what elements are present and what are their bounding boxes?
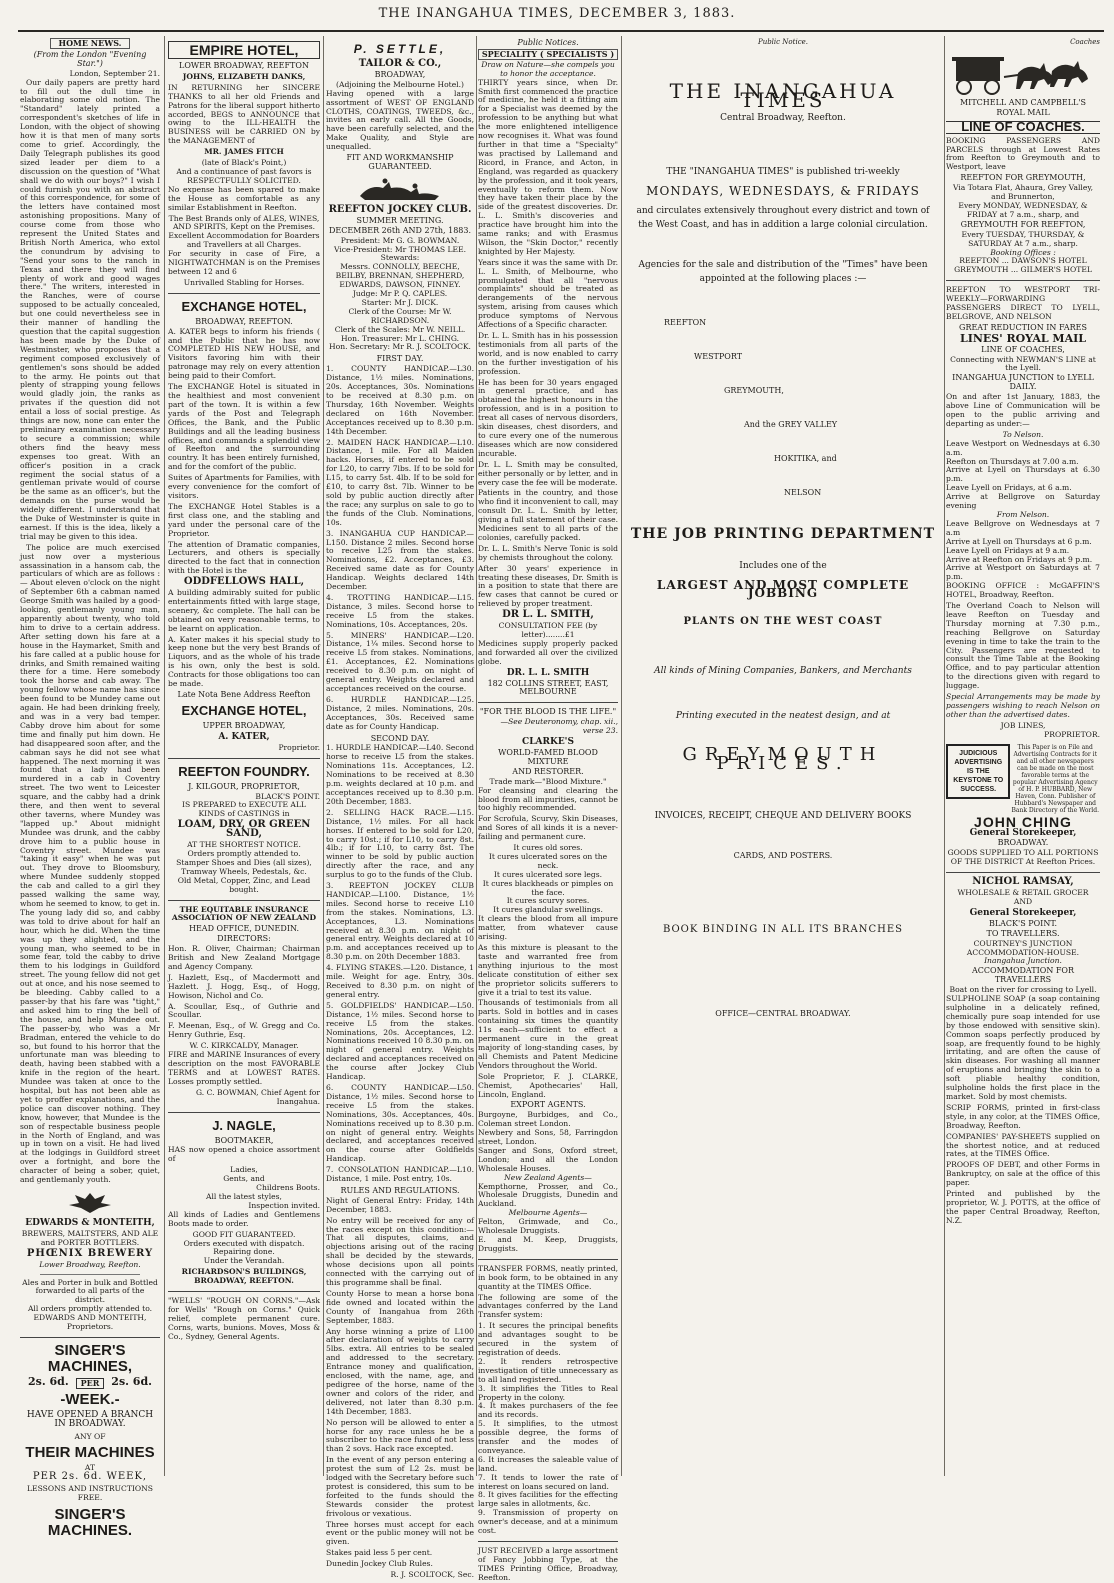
- nagle-text: Childrens Boots.: [256, 1183, 320, 1193]
- phoenix-signature: EDWARDS AND MONTEITH, Proprietors.: [33, 1313, 147, 1332]
- article-paragraph: The police are much exercised just now over a mysterious assassination in a hansom cab, the particulars of which are as follows :— About eleven o'clock on the night of September 6th a cabman named George Smith was hailed by a good-looking, gentlemanly young man, apparently about twenty, who told him to drive to a certain address. After setting down his fare at a house in the Haymarket, Smith and his fare called at a public house for drinks, and Smith remained waiting there for a time. Here somebody took the horse and cab away. The young fellow whose name has since been found to be Mundey came out again. He had been drinking freely, and was in a very bad temper. Cabby drove him about for some time and finally put him down. He had disappeared soon after, and the cabman says he did not see what happened. The next morning it was found that a lady had been murdered in a cab in Coventry street. The two went to Leicester square, and the cabby had a drink there, and then went to several other taverns, where Mundey was "lapped up." About midnight Mundee was drunk, and the cabby drove him to a public house in Coventry street. Mundee was "taking it easy" when he was put out. They drove to Bloomsbury, where Mundee suddenly stopped the cab and called to a girl they passed walking the same way, whom he seemed to know, to get in. The young lady did so, and cabby was told to drive about for half an hour, which he did. When the time was up they alighted, and the young man, who seemed to be in some fear, told the cabby to drive them to his lodgings in Guildford street. The young fellow did not get out at once, and his nose seemed to be bleeding. Cabby called to a passer-by that his fare was "tight," and asked him to ring the bell of the house, and help Mundee out. The passer-by, who was a Mr Bradman, entered the vehicle to do so, but found to his horror that the unfortunate man was bleeding to death, having been stabbed with a knife in the region of the heart. Mundee was taken at once to the hospital, but has not been able as yet to proffer explanations, and the police can discover nothing. They know, however, that Mundee is the son of respectable business people in the North of England, and was up in town on a visit. He had lived at the lodgings in Guildford street over a fortnight, and bore the character of being a sober, quiet, and gentlemanly youth.: [20, 542, 160, 1185]
- clarke-text: It cures old sores.: [513, 843, 583, 853]
- jockey-official: Starter: Mr J. DICK.: [361, 297, 439, 307]
- accommodation: ACCOMMODATION FOR TRAVELLERS: [971, 966, 1074, 985]
- printed-by: Printed and published by the proprietor, W. J. POTTS, at the office of the paper Central Broadway, Reefton, N.Z.: [946, 1189, 1100, 1225]
- foundry-address: BLACK'S POINT.: [255, 791, 320, 801]
- john-ching-address: BROADWAY.: [997, 838, 1049, 848]
- specialist-text: Dr. L. L. Smith may be consulted, either personally or by letter, and in every case the fee will be moderate.: [478, 459, 618, 487]
- clarke-text: It cures glandular swellings.: [493, 905, 603, 915]
- race-entry: 7. CONSOLATION HANDICAP.—L10. Distance, 1 mile. Post entry, 10s.: [326, 1165, 474, 1184]
- singer-per: PER: [76, 1378, 105, 1389]
- exchange-address: BROADWAY, REEFTON.: [195, 316, 293, 326]
- john-ching-subtitle: General Storekeeper,: [969, 827, 1077, 838]
- job-plants: PLANTS ON THE WEST COAST: [683, 616, 883, 628]
- jockey-official: President: Mr G. G. BOWMAN.: [340, 235, 460, 245]
- divider: [168, 1291, 320, 1292]
- foundry-text: IS PREPARED to EXECUTE ALL KINDS of CASTINGS in: [182, 800, 306, 819]
- crest-icon: [20, 1189, 160, 1215]
- schedule-line: Arrive at Lyell on Thursdays at 6 p.m.: [946, 536, 1092, 546]
- rule-text: Any horse winning a prize of L100 after declaration of weights to carry 5lbs. extra. All entries to be sealed and addressed to the secretary. Entrance money and qualification, enclosed, with the name, age, and pedigree of the horse, name of the owner and colors of the rider, and delivered, not later than 8.30 p.m. 14th December, 1883.: [326, 1326, 474, 1416]
- equitable-text: G. C. BOWMAN, Chief Agent for Inangahua.: [195, 1087, 320, 1106]
- singer-title: SINGER'S MACHINES,: [47, 1341, 133, 1375]
- clarke-text: For Scrofula, Scurvy, Skin Diseases, and Sores of all kinds it is a never-failing and permanent cure.: [478, 814, 618, 842]
- invoices-line: INVOICES, RECEIPT, CHEQUE AND DELIVERY BOOKS: [654, 810, 912, 821]
- jockey-subtitle: SUMMER MEETING.: [356, 215, 444, 225]
- rule-text: Three horses must accept for each event or the public money will not be given.: [326, 1519, 474, 1547]
- clarke-text: It cures blackheads or pimples on the face.: [482, 878, 614, 897]
- times-agencies: Agencies for the sale and distribution of the "Times" have been appointed at the following places :—: [638, 259, 928, 284]
- job-includes: Includes one of the: [739, 560, 827, 571]
- rule-text: No entry will be received for any of the races except on this condition:— That all disputes, claims, and objections arising out of the racing shall be decided by the stewards, whose decisions upon all points connected with the carrying out of this programme shall be final.: [326, 1215, 474, 1287]
- courtney-address: Inangahua Junction.: [984, 956, 1062, 966]
- race-entry: 3. REEFTON JOCKEY CLUB HANDICAP.—L100. Distance, 1½ miles. Second horse to receive L10 from the stakes. Nominations, L3. Acceptances, L3. Nominations received at 8.30 p.m. on night of general entry. Weights declared at 10 p.m. and acceptances received up to 8.30 p.m. on 20th December 1883.: [326, 881, 474, 962]
- smith-fee: CONSULTATION FEE (by letter)........£1: [498, 621, 598, 639]
- race-entry: 6. HURDLE HANDICAP.—L25. Distance, 2 miles. Nominations, 20s. Acceptances, 30s. Received same date as for County Handicap.: [326, 694, 474, 731]
- companies-text: COMPANIES' PAY-SHEETS supplied on the shortest notice, and at reduced rates, at the TIMES Office.: [946, 1131, 1100, 1159]
- nagle-text: HAS now opened a choice assortment of: [168, 1145, 320, 1164]
- travellers-title: TO TRAVELLERS.: [986, 928, 1060, 938]
- race-entry: 2. MAIDEN HACK HANDICAP.—L10. Distance, 1 mile. For all Maiden hacks. Horses, if entered to be sold for L20, to carry 7lbs. If to be sold for L15, to carry 5st. 4lb. If to be sold for £10, to carry 8st. 7lb. Winner to be sold by public auction directly after the race; any surplus on sale to go to the funds of the Club. Nominations, 10s.: [326, 437, 474, 527]
- jockey-official: Hon. Secretary: Mr R. J. SCOLTOCK.: [329, 342, 471, 352]
- export-text: Burgoyne, Burbidges, and Co., Coleman street London.: [478, 1110, 618, 1129]
- times-title: THE INANGAHUA TIMES: [669, 78, 897, 112]
- settle-guarantee: FIT AND WORKMANSHIP GUARANTEED.: [346, 153, 454, 171]
- nagle-subtitle: BOOTMAKER,: [214, 1135, 274, 1145]
- rule-text: No person will be allowed to enter a horse for any race unless he be a subscriber to the race fund of not less than 2 sovs. Hack race excepted.: [326, 1417, 474, 1454]
- coach-owner: MITCHELL AND CAMPBELL'S: [959, 97, 1087, 107]
- rg-days: Every MONDAY, WEDNESDAY, & FRIDAY at 7 a.m., sharp, and: [958, 200, 1088, 219]
- divider: [478, 702, 618, 703]
- nagle-text: All the latest styles,: [206, 1191, 282, 1201]
- agency-town: REEFTON: [664, 317, 707, 327]
- nagle-text: Orders executed with dispatch.: [183, 1238, 305, 1248]
- horse-race-icon: [326, 176, 474, 202]
- rg-body: Via Totara Flat, Ahaura, Grey Valley, and Brunnerton,: [952, 183, 1094, 202]
- wells-notice: "WELLS' "ROUGH ON CORNS."—Ask for Wells' "Rough on Corns." Quick relief, complete permanent cure. Corns, warts, bunions. Moves, Moss & Co., Sydney, General Agents.: [168, 1296, 320, 1341]
- nagle-text: RICHARDSON'S BUILDINGS, BROADWAY, REEFTON.: [181, 1267, 307, 1286]
- blood-title: "FOR THE BLOOD IS THE LIFE.": [479, 707, 617, 717]
- times-days: MONDAYS, WEDNESDAYS, & FRIDAYS: [646, 183, 920, 198]
- column-divider: [476, 36, 477, 1476]
- specialist-title: SPECIALITY ( SPECIALISTS ): [478, 49, 618, 60]
- settle-body: Having opened with a large assortment of WEST OF ENGLAND CLOTHS, COATINGS, TWEEDS, &c., invites an early call. All the Goods, have been carefully selected, and the Make Quality, and Style are unequalled.: [326, 88, 474, 152]
- specialist-text: Dr. L. L. Smith has in his possession testimonials from all parts of the world, and is now enabled to carry on the further investigation of his profession.: [478, 331, 618, 376]
- line-title: LINE OF COACHES.: [946, 121, 1100, 134]
- clarke-subtitle: WORLD-FAMED BLOOD MIXTURE: [498, 747, 598, 766]
- edwards-title: EDWARDS & MONTEITH,: [25, 1218, 155, 1228]
- foundry-proprietor: J. KILGOUR, PROPRIETOR,: [188, 781, 300, 791]
- transfer-body: The following are some of the advantages conferred by the Land Transfer system:: [478, 1292, 618, 1320]
- clarke-title: CLARKE'S: [522, 737, 574, 748]
- divider: [168, 293, 320, 294]
- rg-title: REEFTON FOR GREYMOUTH,: [960, 173, 1086, 183]
- equitable-text: J. Hazlett, Esq., of Macdermott and Hazlett. J. Hogg, Esq., of Hogg, Howison, Nichol and Co.: [168, 972, 320, 1000]
- settle-location: (Adjoining the Melbourne Hotel.): [336, 79, 464, 89]
- to-nelson: To Nelson.: [1002, 429, 1044, 439]
- nagle-text: Inspection invited.: [248, 1200, 320, 1210]
- clarke-text: It cures scurvy sores.: [506, 896, 590, 906]
- singer-body: HAVE OPENED A BRANCH IN BROADWAY.: [26, 1409, 154, 1429]
- column-divider: [944, 36, 945, 1476]
- clarke-text: Sole Proprietor, F. J. CLARKE, Chemist, Apothecaries' Hall, Lincoln, England.: [478, 1071, 618, 1099]
- divider: [946, 280, 1100, 281]
- equitable-directors: DIRECTORS:: [217, 934, 271, 944]
- job-proprietor: PROPRIETOR.: [1044, 729, 1100, 739]
- nichol-general: General Storekeeper,: [969, 907, 1077, 918]
- export-text: Kempthorne, Prosser, and Co., Wholesale Druggists, Dunedin and Auckland.: [478, 1181, 618, 1209]
- nagle-text: GOOD FIT GUARANTEED.: [192, 1229, 296, 1239]
- from-nelson: From Nelson.: [996, 509, 1050, 519]
- line-body: BOOKING PASSENGERS AND PARCELS through at Lowest Rates from Reefton to Greymouth and to Westport, leave: [946, 135, 1100, 172]
- race-entry: 5. MINERS' HANDICAP.—L20. Distance, 1¼ miles. Second horse to receive L5 from stakes. Nominations, £1. Acceptances, £2. Nominations received to 8.30 p.m. on night of general entry. Weights declared and acceptances received on the course.: [326, 630, 474, 693]
- settle-subtitle: TAILOR & CO.,: [358, 58, 442, 69]
- judicious-badge: JUDICIOUS ADVERTISING IS THE KEYSTONE TO SUCCESS.: [946, 744, 1010, 799]
- royal-mail: ROYAL MAIL: [996, 107, 1050, 117]
- exchange-text: The attention of Dramatic companies, Lecturers, and others is specially directed to the fact that in connection with the Hotel is the: [168, 539, 320, 576]
- equitable-text: W. C. KIRKCALDY, Manager.: [189, 1041, 299, 1051]
- phoenix-body: Ales and Porter in bulk and Bottled forwarded to all parts of the district.: [22, 1277, 158, 1305]
- paper-file-note: This Paper is on File and Advertising Contracts for it and all other newspapers can be made on the most favorable terms at the popular Advertising Agency of H. P. HUBBARD, New Haven, Conn. Publisher of Hubbard's Newspaper and Bank Directory of the World.: [1011, 743, 1099, 814]
- times-intro: THE "INANGAHUA TIMES" is published tri-weekly: [666, 166, 900, 177]
- singer-price-row: [28, 1374, 152, 1389]
- smith-note: Medicines supply properly packed and forwarded all over the civilized globe.: [478, 638, 618, 666]
- empire-text: Excellent Accommodation for Boarders and Travellers at all Charges.: [168, 231, 320, 250]
- nagle-text: Repairing done.: [213, 1247, 275, 1257]
- exchange2-title: EXCHANGE HOTEL,: [181, 702, 307, 718]
- oddfellows-body: A building admirably suited for public entertainments fitted with large stage, scenery, &c complete. The hall can be obtained on very reasonable terms, to be learnt on application.: [168, 588, 320, 633]
- transfer-title: TRANSFER FORMS, neatly printed, in book form, to be obtained in any quantity at the TIMES Office.: [478, 1263, 618, 1291]
- race-entry: 3. INANGAHUA CUP HANDICAP.—L150. Distance 2 miles. Second horse to receive L25 from the stakes. Nominations, £2. Acceptances, £3. Received same date as for County Handicap. Weights declared 14th December.: [326, 528, 474, 592]
- foundry-text: Stamper Shoes and Dies (all sizes), Tramway Wheels, Pedestals, &c.: [176, 857, 312, 876]
- specialist-text: Years since it was the same with Dr. L. L. Smith, of Melbourne, who promulgated that all "nervous complaints" should be treated as derangements of the nervous system, arising from causes which produce symptoms of Nervous Affections of a Specific character.: [478, 257, 618, 330]
- column-header: Coaches: [1070, 38, 1100, 46]
- transfer-item: 1. It secures the principal benefits and advantages sought to be secured in the system of registration of deeds.: [478, 1321, 618, 1357]
- clarke-text: As this mixture is pleasant to the taste and warranted free from anything injurious to the most delicate constitution of either sex the proprietor solicits sufferers to give it a trial to test its value.: [478, 943, 618, 997]
- equitable-text: F. Meenan, Esq., of W. Gregg and Co. Henry Guthrie, Esq.: [168, 1021, 320, 1040]
- jockey-official: Vice-President: Mr THOMAS LEE.: [333, 244, 467, 254]
- export-text: E. and M. Keep, Druggists, Druggists.: [478, 1235, 618, 1253]
- type-note: JUST RECEIVED a large assortment of Fancy Jobbing Type, at the TIMES Printing Office, Broadway, Reefton.: [478, 1546, 618, 1582]
- singer-lessons: LESSONS AND INSTRUCTIONS FREE.: [27, 1484, 153, 1503]
- article-paragraph: Our daily papers are pretty hard to fill out the dull time in elaborating some old notion. The "Standard" lately printed a correspondent's sketches of life in London, with the object of showing how it is that men of many sorts come to grief. Accordingly, the Daily Telegraph publishes its good sized leader per diem to a discussion on the question of "What shall we do with our boys?" I wish I could furnish you with an abstract of this correspondence, for some of the letters have contained most astonishing propositions. Many of course come from those who represent the United States and British North America, who extol the conundrum by advising to "Send your sons to the ranch in Texas and there they will find plenty of work and good wages there." The writers, interested in the Ranches, were of course supposed to be actually concealed, but one could nevertheless see in their manner of handling the question that the capital suggestion has been made by the Duke of Westminster, who proposes that a regiment composed exclusively of gentlemen's sons should be added to the army. He points out that plenty of strapping young fellows would gladly join, the ranks as privates if the question did not entail a loss of social prestige. As things are now, none can enter the preliminary examination necessary to secure a commission; while others find the heavy mess expenses too great. With an officer's position in a crack regiment the social status of a gentleman private would of course be the same as an officer's, but the demands on the purse would be widely different. I understand that the Duke of Westminster is quite in earnest. If this is the idea, likely a trial may be given to this idea.: [20, 77, 160, 541]
- transfer-item: 9. Transmission of property on owner's decease, and at a minimum cost.: [478, 1508, 618, 1536]
- settle-address: BROADWAY,: [374, 69, 426, 79]
- divider: [168, 1112, 320, 1113]
- blood-reference: —See Deuteronomy, chap. xii., verse 23.: [500, 717, 618, 736]
- equitable-text: FIRE and MARINE Insurances of every description on the most FAVORABLE TERMS and at LOWEST RATES. Losses promptly settled.: [168, 1050, 320, 1086]
- divider: [168, 900, 320, 901]
- exchange-text: The EXCHANGE Hotel Stables is a first class one, and the stabling and yard under the personal care of the Proprietor.: [168, 501, 320, 538]
- singer-title-2: SINGER'S MACHINES.: [47, 1506, 133, 1540]
- singer-per-week: PER 2s. 6d. WEEK,: [32, 1470, 148, 1482]
- column-divider: [164, 36, 165, 1476]
- equitable-office: HEAD OFFICE, DUNEDIN.: [188, 924, 300, 934]
- schedule-line: Arrive at Bellgrove on Saturday evening: [946, 492, 1100, 511]
- exchange-text: The EXCHANGE Hotel is situated in the healthiest and most convenient part of the town. It is within a few yards of the Post and Telegraph Offices, the Bank, and the Public Buildings and all the leading business offices, and commands a splendid view of Reefton and the surrounding country. It has been entirely furnished, and for the comfort of the public.: [168, 382, 320, 472]
- courtney-title: COURTNEY'S JUNCTION ACCOMMODATION-HOUSE.: [966, 938, 1080, 957]
- job-all-kinds: All kinds of Mining Companies, Bankers, and Merchants: [654, 666, 912, 677]
- schedule-line: Leave Bellgrove on Wednesdays at 7 a.m: [946, 518, 1100, 537]
- column-6: [946, 38, 1100, 1474]
- job-lines: JOB LINES,: [1000, 720, 1046, 730]
- exchange2-proprietor: A. KATER,: [218, 731, 270, 742]
- scrip-text: SCRIP FORMS, printed in first-class style, in any color, at the TIMES Office, Broadway, Reefton.: [946, 1102, 1100, 1130]
- empire-text: And a continuance of past favors is RESPECTFULLY SOLICITED.: [176, 166, 312, 185]
- divider: [20, 1337, 160, 1338]
- singer-their: THEIR MACHINES: [25, 1443, 155, 1461]
- clarke-text: Trade mark—"Blood Mixture.": [489, 776, 607, 786]
- jockey-official: Hon. Treasurer: Mr L. CHING.: [340, 333, 460, 343]
- equitable-title: THE EQUITABLE INSURANCE ASSOCIATION OF NEW ZEALAND: [171, 904, 317, 923]
- home-news-title: HOME NEWS.: [50, 38, 130, 49]
- singer-week: -WEEK.-: [60, 1390, 120, 1408]
- sulpholine-text: SULPHOLINE SOAP (a soap containing sulpholine in a delicately refined, chemically pure soap intended for use by those endowed with sensitive skin). Common soaps perfectly produced by soap, are frequently found to be highly irritating, and are often the cause of skin diseases. For washing all manner of eruptions and bringing the skin to a soft pliable healthy condition, sulpholine holds the first place in the market. Sold by most chemists.: [946, 994, 1100, 1101]
- proofs-text: PROOFS OF DEBT, and other Forms in Bankruptcy, on sale at the office of this paper.: [946, 1160, 1100, 1188]
- foundry-title: REEFTON FOUNDRY.: [178, 763, 310, 779]
- column-3: [326, 38, 475, 1580]
- goods-text: GOODS SUPPLIED TO ALL PORTIONS OF THE DISTRICT At Reefton Prices.: [947, 848, 1099, 867]
- exchange2-role: Proprietor.: [278, 742, 320, 752]
- clarke-text: Thousands of testimonials from all parts. Sold in bottles and in cases containing six times the quantity 11s each—sufficient to effect a permanent cure in the great majority of long-standing cases, by all Chemists and Patent Medicine Vendors throughout the World.: [478, 998, 618, 1070]
- column-header: Public Notices.: [517, 38, 579, 47]
- divider: [478, 1541, 618, 1542]
- race-entry: 6. COUNTY HANDICAP.—L50. Distance, 1½ miles. Second horse to receive L5 from the stakes. Nominations, 30s. Acceptances, 40s. Nominations received up to 8.30 p.m. on night of general entry. Weights declared, and acceptances received on the course after Goldfields Handicap.: [326, 1082, 474, 1164]
- jockey-dates: DECEMBER 26th AND 27th, 1883.: [328, 225, 472, 235]
- home-news-dateline: London, September 21.: [69, 68, 160, 78]
- times-address: Central Broadway, Reefton.: [720, 112, 846, 123]
- clarke-text: It clears the blood from all impure matter, from whatever cause arising.: [478, 914, 618, 942]
- agency-town: And the GREY VALLEY: [744, 419, 838, 429]
- equitable-text: A. Scoullar, Esq., of Guthrie and Scoullar.: [168, 1001, 320, 1020]
- clarke-text: For cleansing and clearing the blood from all impurities, cannot be too highly recommended.: [478, 785, 618, 813]
- divider: [168, 758, 320, 759]
- clarke-subtitle-2: AND RESTORER.: [512, 766, 584, 776]
- john-ching-title: JOHN CHING: [974, 813, 1072, 830]
- advertising-block: [946, 744, 1100, 814]
- empire-text: Unrivalled Stabling for Horses.: [183, 277, 305, 287]
- jockey-title: REEFTON JOCKEY CLUB.: [328, 203, 472, 215]
- column-divider: [323, 36, 324, 1476]
- schedule-line: Arrive at Westport on Saturdays at 7 p.m.: [946, 563, 1100, 582]
- nagle-text: Under the Verandah.: [203, 1256, 285, 1266]
- nagle-text: All kinds of Ladies and Gentlemens Boots made to order.: [168, 1209, 320, 1228]
- empire-text: No expense has been spared to make the House as comfortable as any similar Establishment in Reefton.: [168, 184, 320, 212]
- phoenix-address: Lower Broadway, Reefton.: [39, 1259, 141, 1269]
- stagecoach-icon: [946, 51, 1100, 97]
- specialist-text: He has been for 30 years engaged in general practice, and has obtained the highest honours in the profession, and is in a position to treat all cases of nervous disorders, skin diseases, chest disorders, and to cure every one of the numerous diseases which are now considered incurable.: [478, 377, 618, 458]
- exchange-text: A. KATER begs to inform his friends ( and the Public that he has now COMPLETED HIS NEW HOUSE, and Visitors favoring him with their patronage may rely on every attention being paid to their Comfort.: [168, 326, 320, 381]
- job-largest: LARGEST AND MOST COMPLETE JOBBING: [656, 577, 910, 601]
- foundry-text: Orders promptly attended to.: [187, 848, 301, 858]
- booking-offices: Booking Offices :: [990, 247, 1056, 257]
- schedule-line: Arrive at Reefton on Fridays at 9 p.m.: [946, 554, 1093, 564]
- settle-title: P. SETTLE,: [353, 42, 447, 56]
- foundry-text: AT THE SHORTEST NOTICE.: [187, 840, 301, 850]
- reefton-westport: REEFTON TO WESTPORT TRI-WEEKLY—FORWARDING PASSENGERS DIRECT TO LYELL, BELGROVE, AND NELSON: [946, 285, 1100, 321]
- agency-town: WESTPORT: [694, 351, 743, 361]
- gr-title: GREYMOUTH FOR REEFTON,: [960, 219, 1086, 229]
- rule-text: Night of General Entry: Friday, 14th December, 1883.: [326, 1195, 474, 1214]
- empire-text: (late of Black's Point,): [201, 158, 287, 168]
- rules-signature: R. J. SCOLTOCK, Sec.: [390, 1570, 474, 1580]
- nichol-address: BLACK'S POINT.: [988, 918, 1058, 928]
- specialist-quote: Draw on Nature—she compels you to honor the acceptance.: [481, 59, 615, 78]
- singer-price-b: 2s. 6d.: [111, 1374, 152, 1388]
- column-1: [20, 38, 160, 1540]
- race-entry: 2. SELLING HACK RACE.—L15. Distance, 1½ miles. For all hack horses. If entered to be sold for L20, to carry 10st.; if for L10, to carry 8st. 4lb.; if for L10, to carry 8st. The winner to be sold by public auction directly after the race, and any surplus to go to the funds of the Club.: [326, 807, 474, 880]
- export-text: Sanger and Sons, Oxford street, London; and all the London Wholesale Houses.: [478, 1145, 618, 1173]
- nagle-text: Ladies,: [230, 1165, 258, 1175]
- foundry-text: LOAM, DRY, OR GREEN SAND,: [177, 819, 311, 840]
- phoenix-title: PHŒNIX BREWERY: [26, 1247, 154, 1259]
- booking-office-2: BOOKING OFFICE : McGAFFIN'S HOTEL, Broadway, Reefton.: [946, 581, 1100, 600]
- column-4: [478, 38, 619, 1582]
- export-text: Newbery and Sons, 58, Farringdon street, London.: [478, 1128, 618, 1147]
- rule-text: County Horse to mean a horse bona fide owned and located within the County of Inangahua from 26th September, 1883.: [326, 1288, 474, 1325]
- rule-text: In the event of any person entering a protest the sum of L2 2s. must be lodged with the Secretary before such protest is considered, this sum to be forfeited to the funds should the Stewards consider the protest frivolous or vexatious.: [326, 1455, 474, 1518]
- clarke-text: It cures ulcerated sore legs.: [493, 869, 603, 879]
- agency-town: NELSON: [784, 487, 822, 497]
- overland-text: The Overland Coach to Nelson will leave Reefton on Tuesday and Thursday morning at 7.30 p.m., reaching Bellgrove on Saturday evening in time to take the train to the City. Passengers are requested to consult the Time Table at the Booking Office, and to pay particular attention to the directions given with regard to luggage.: [946, 601, 1100, 691]
- column-header: Public Notice.: [757, 38, 808, 46]
- empire-address: LOWER BROADWAY, REEFTON: [179, 61, 309, 70]
- schedule-line: Reefton on Thursdays at 7.00 a.m.: [946, 456, 1079, 466]
- nagle-text: Gents, and: [223, 1174, 265, 1184]
- transfer-item: 5. It simplifies, to the utmost possible degree, the forms of transfer and the modes of conveyance.: [478, 1419, 618, 1455]
- jockey-official: Clerk of the Course: Mr W. RICHARDSON.: [348, 306, 452, 325]
- jockey-official: Stewards:: [380, 253, 420, 263]
- agency-town: GREYMOUTH,: [724, 385, 784, 395]
- cards-line: CARDS, AND POSTERS.: [733, 850, 833, 860]
- reduction: GREAT REDUCTION IN FARES: [959, 322, 1087, 332]
- singer-any: ANY OF: [74, 1431, 106, 1441]
- special-text: Special Arrangements may be made by passengers wishing to reach Nelson on other than the advertised dates.: [946, 692, 1100, 719]
- bookbind-line: BOOK BINDING IN ALL ITS BRANCHES: [662, 923, 904, 935]
- divider: [40, 1274, 140, 1275]
- foundry-text: Old Metal, Copper, Zinc, and Lead bought.: [177, 875, 311, 894]
- exchange-text: Suites of Apartments for Families, with every convenience for the comfort of visitors.: [168, 473, 320, 500]
- ij-body: On and after 1st January, 1883, the above Line of Communication will be open to the public arriving and departing as under:—: [946, 392, 1100, 428]
- race-entry: 4. TROTTING HANDICAP.—L15. Distance, 3 miles. Second horse to receive L5 from the stakes. Nominations, 10s. Acceptances, 20s.: [326, 592, 474, 629]
- booking-reefton: REEFTON ... DAWSON'S HOTEL: [959, 256, 1087, 266]
- nagle-title: J. NAGLE,: [212, 1117, 276, 1133]
- oddfellows-title: ODDFELLOWS HALL,: [183, 576, 305, 588]
- exchange2-address: UPPER BROADWAY,: [202, 720, 286, 730]
- transfer-item: 3. It simplifies the Titles to Real Property in the colony.: [478, 1383, 618, 1402]
- singer-at: AT: [84, 1462, 96, 1472]
- transfer-item: 8. It gives facilities for the effecting large sales in allotments, &c.: [478, 1490, 618, 1509]
- column-5: [624, 38, 942, 1474]
- schedule-line: Arrive at Lyell on Thursdays at 6.30 p.m.: [946, 465, 1100, 484]
- specialist-text: Dr. L. L. Smith's Nerve Tonic is sold by chemists throughout the colony.: [478, 543, 618, 562]
- export-text: Felton, Grimwade, and Co., Wholesale Druggists.: [478, 1217, 618, 1236]
- column-divider: [621, 36, 622, 1476]
- smith-address: 182 COLLINS STREET, EAST, MELBOURNE: [487, 678, 609, 697]
- nichol-and: AND: [1013, 896, 1033, 906]
- export-text: Melbourne Agents—: [508, 1208, 588, 1218]
- times-circulation: and circulates extensively throughout every district and town of the West Coast, and has in addition a large colonial circulation.: [636, 205, 930, 230]
- transfer-item: 4. It makes purchasers of the fee and its records.: [478, 1401, 618, 1420]
- phoenix-orders: All orders promptly attended to.: [27, 1304, 153, 1314]
- first-day-title: FIRST DAY.: [376, 354, 424, 364]
- divider: [946, 872, 1100, 873]
- export-title: EXPORT AGENTS.: [510, 1100, 586, 1110]
- transfer-item: 2. It renders retrospective investigation of title unnecessary as to all land registered.: [478, 1356, 618, 1384]
- export-text: New Zealand Agents—: [504, 1172, 592, 1182]
- empire-text: MR. JAMES FITCH: [204, 147, 284, 157]
- job-title: THE JOB PRINTING DEPARTMENT: [630, 525, 936, 542]
- gr-days: Every TUESDAY, THURSDAY, & SATURDAY At 7 a.m., sharp.: [961, 229, 1085, 248]
- smith-name: DR L. L. SMITH,: [502, 609, 594, 621]
- schedule-line: Leave Lyell on Fridays, at 6 a.m.: [946, 483, 1072, 493]
- nichol-body: WHOLESALE & RETAIL GROCER: [957, 888, 1089, 898]
- transfer-item: 7. It tends to lower the rate of interest on loans secured on land.: [478, 1472, 618, 1491]
- specialist-text: THIRTY years since, when Dr. Smith first commenced the practice of medicine, he held it a fitting aim for a Specialist was deemed by the profession to be anything but what the more enlightened intelligence now recognises it. What was found further in that time a "Specialty" was practised by Lallemand and Ricord, in France, and Acton, in England, was regarded as quackery by the profession, and it took years, eventually to reform them. Now they have taken their place by the side of the greatest discoveries. Dr. L. L. Smith's discoveries and practice have brought him into the same ranks; and with Erasmus Wilson, the "Skin Doctor," recently knighted by Her Majesty.: [478, 77, 618, 256]
- masthead: THE INANGAHUA TIMES, DECEMBER 3, 1883.: [378, 6, 736, 21]
- singer-price-a: 2s. 6d.: [28, 1374, 69, 1388]
- ij-title: INANGAHUA JUNCTION to LYELL DAILY.: [952, 373, 1094, 392]
- empire-text: The Best Brands only of ALES, WINES, AND SPIRITS, Kept on the Premises.: [168, 213, 320, 232]
- greymouth-prices: GREYMOUTH PRICES.: [682, 744, 884, 774]
- job-printing: Printing executed in the neatest design, and at: [675, 711, 891, 722]
- smith-name-2: DR. L. L. SMITH: [506, 667, 590, 678]
- home-news-source: (From the London "Evening Star."): [33, 49, 147, 68]
- specialist-text: Patients in the country, and those who find it inconvenient to call, may consult Dr. L. L. Smith by letter, giving a full statement of their case. Medicines sent to all parts of the colonies, carefully packed.: [478, 488, 619, 542]
- office-line: OFFICE—CENTRAL BROADWAY.: [715, 1008, 851, 1018]
- late-note: Late Nota Bene Address Reefton: [177, 690, 311, 699]
- rule-text: Stakes paid less 5 per cent.: [326, 1548, 433, 1558]
- equitable-text: Hon. R. Oliver, Chairman; Chairman British and New Zealand Mortgage and Agency Company.: [168, 944, 320, 971]
- rule-text: Dunedin Jockey Club Rules.: [326, 1559, 433, 1569]
- boat-note: Boat on the river for crossing to Lyell.: [949, 985, 1097, 995]
- lines-subtitle: LINE OF COACHES,: [981, 344, 1065, 354]
- lines-connect: Connecting with NEWMAN'S LINE at the Lyell.: [950, 354, 1096, 373]
- race-entry: 1. HURDLE HANDICAP.—L40. Second horse to receive L5 from the stakes. Nominations 11s. Acceptances, L2. Nominations to be received at 8.30 p.m. weights declared at 10 p.m. and acceptances received up to 8.30 p.m. 20th December, 1883.: [326, 743, 475, 806]
- jockey-official: Judge: Mr P. Q. CAPLES.: [352, 289, 448, 299]
- nichol-title: NICHOL RAMSAY,: [972, 876, 1074, 888]
- race-entry: 1. COUNTY HANDICAP.—L30. Distance, 1½ miles. Nominations, 20s. Acceptances, 30s. Nominations to be received at 8.30 p.m. on Thursday, 16th November. Weights declared on 16th November. Acceptances received up to 8.30 p.m. 14th December.: [326, 364, 474, 436]
- jockey-official: Clerk of the Scales: Mr W. NEILL.: [334, 324, 466, 334]
- divider: [478, 1259, 618, 1260]
- lines-title: LINES' ROYAL MAIL: [959, 331, 1087, 345]
- masthead-rule: [18, 30, 1104, 32]
- transfer-item: 6. It increases the saleable value of land.: [478, 1454, 618, 1473]
- schedule-line: Leave Lyell on Fridays at 9 a.m.: [946, 545, 1070, 555]
- agency-town: HOKITIKA, and: [774, 453, 837, 463]
- exchange-title: EXCHANGE HOTEL,: [181, 298, 307, 314]
- schedule-line: Leave Westport on Wednesdays at 6.30 a.m.: [946, 438, 1100, 457]
- column-2: [168, 38, 320, 1474]
- booking-greymouth: GREYMOUTH ... GILMER'S HOTEL: [954, 265, 1092, 275]
- race-entry: 4. FLYING STAKES.—L20. Distance, 1 mile. Weight for age. Entry, 30s. Received to 8.30 p.m. on night of general entry.: [326, 963, 474, 999]
- empire-proprietor: JOHNS, ELIZABETH DANKS,: [182, 71, 306, 81]
- specialist-text: After 30 years' experience in treating these diseases, Dr. Smith is in a position to state that there are few cases that cannot be cured or relieved by proper treatment.: [478, 563, 618, 609]
- jockey-official: Messrs. CONNOLLY, BEECHE, BEILBY, BRENNAN, SHEPHERD, EDWARDS, DAWSON, FINNEY.: [335, 262, 465, 290]
- empire-text: For security in case of Fire, a NIGHTWATCHMAN is on the Premises between 12 and 6: [168, 249, 320, 276]
- clarke-text: It cures ulcerated sores on the neck.: [488, 851, 608, 870]
- empire-text: IN RETURNING her SINCERE THANKS to all her old Friends and Patrons for the liberal support hitherto accorded, BEGS to ANNOUNCE that owing to the ILL-HEALTH the BUSINESS will be CARRIED ON by the MANAGEMENT of: [168, 82, 320, 146]
- rules-title: RULES AND REGULATIONS.: [340, 1185, 460, 1195]
- kater-note: A. Kater makes it his special study to keep none but the very best Brands of Liquors, and as the whole of his trade is his own, only the best is sold. Contracts for those obligations too can be made.: [168, 634, 320, 689]
- second-day-title: SECOND DAY.: [370, 733, 430, 743]
- edwards-subtitle: BREWERS, MALTSTERS, AND ALE and PORTER BOTTLERS.: [21, 1228, 159, 1247]
- empire-title: EMPIRE HOTEL,: [168, 41, 320, 59]
- race-entry: 5. GOLDFIELDS' HANDICAP.—L50. Distance, 1½ miles. Second horse to receive L5 from the stakes. Nominations, 20s. Acceptances, L2. Nominations received 10 8.30 p.m. on night of general entry. Weights declared and acceptances received on the course after Jockey Club Handicap.: [326, 1000, 474, 1082]
